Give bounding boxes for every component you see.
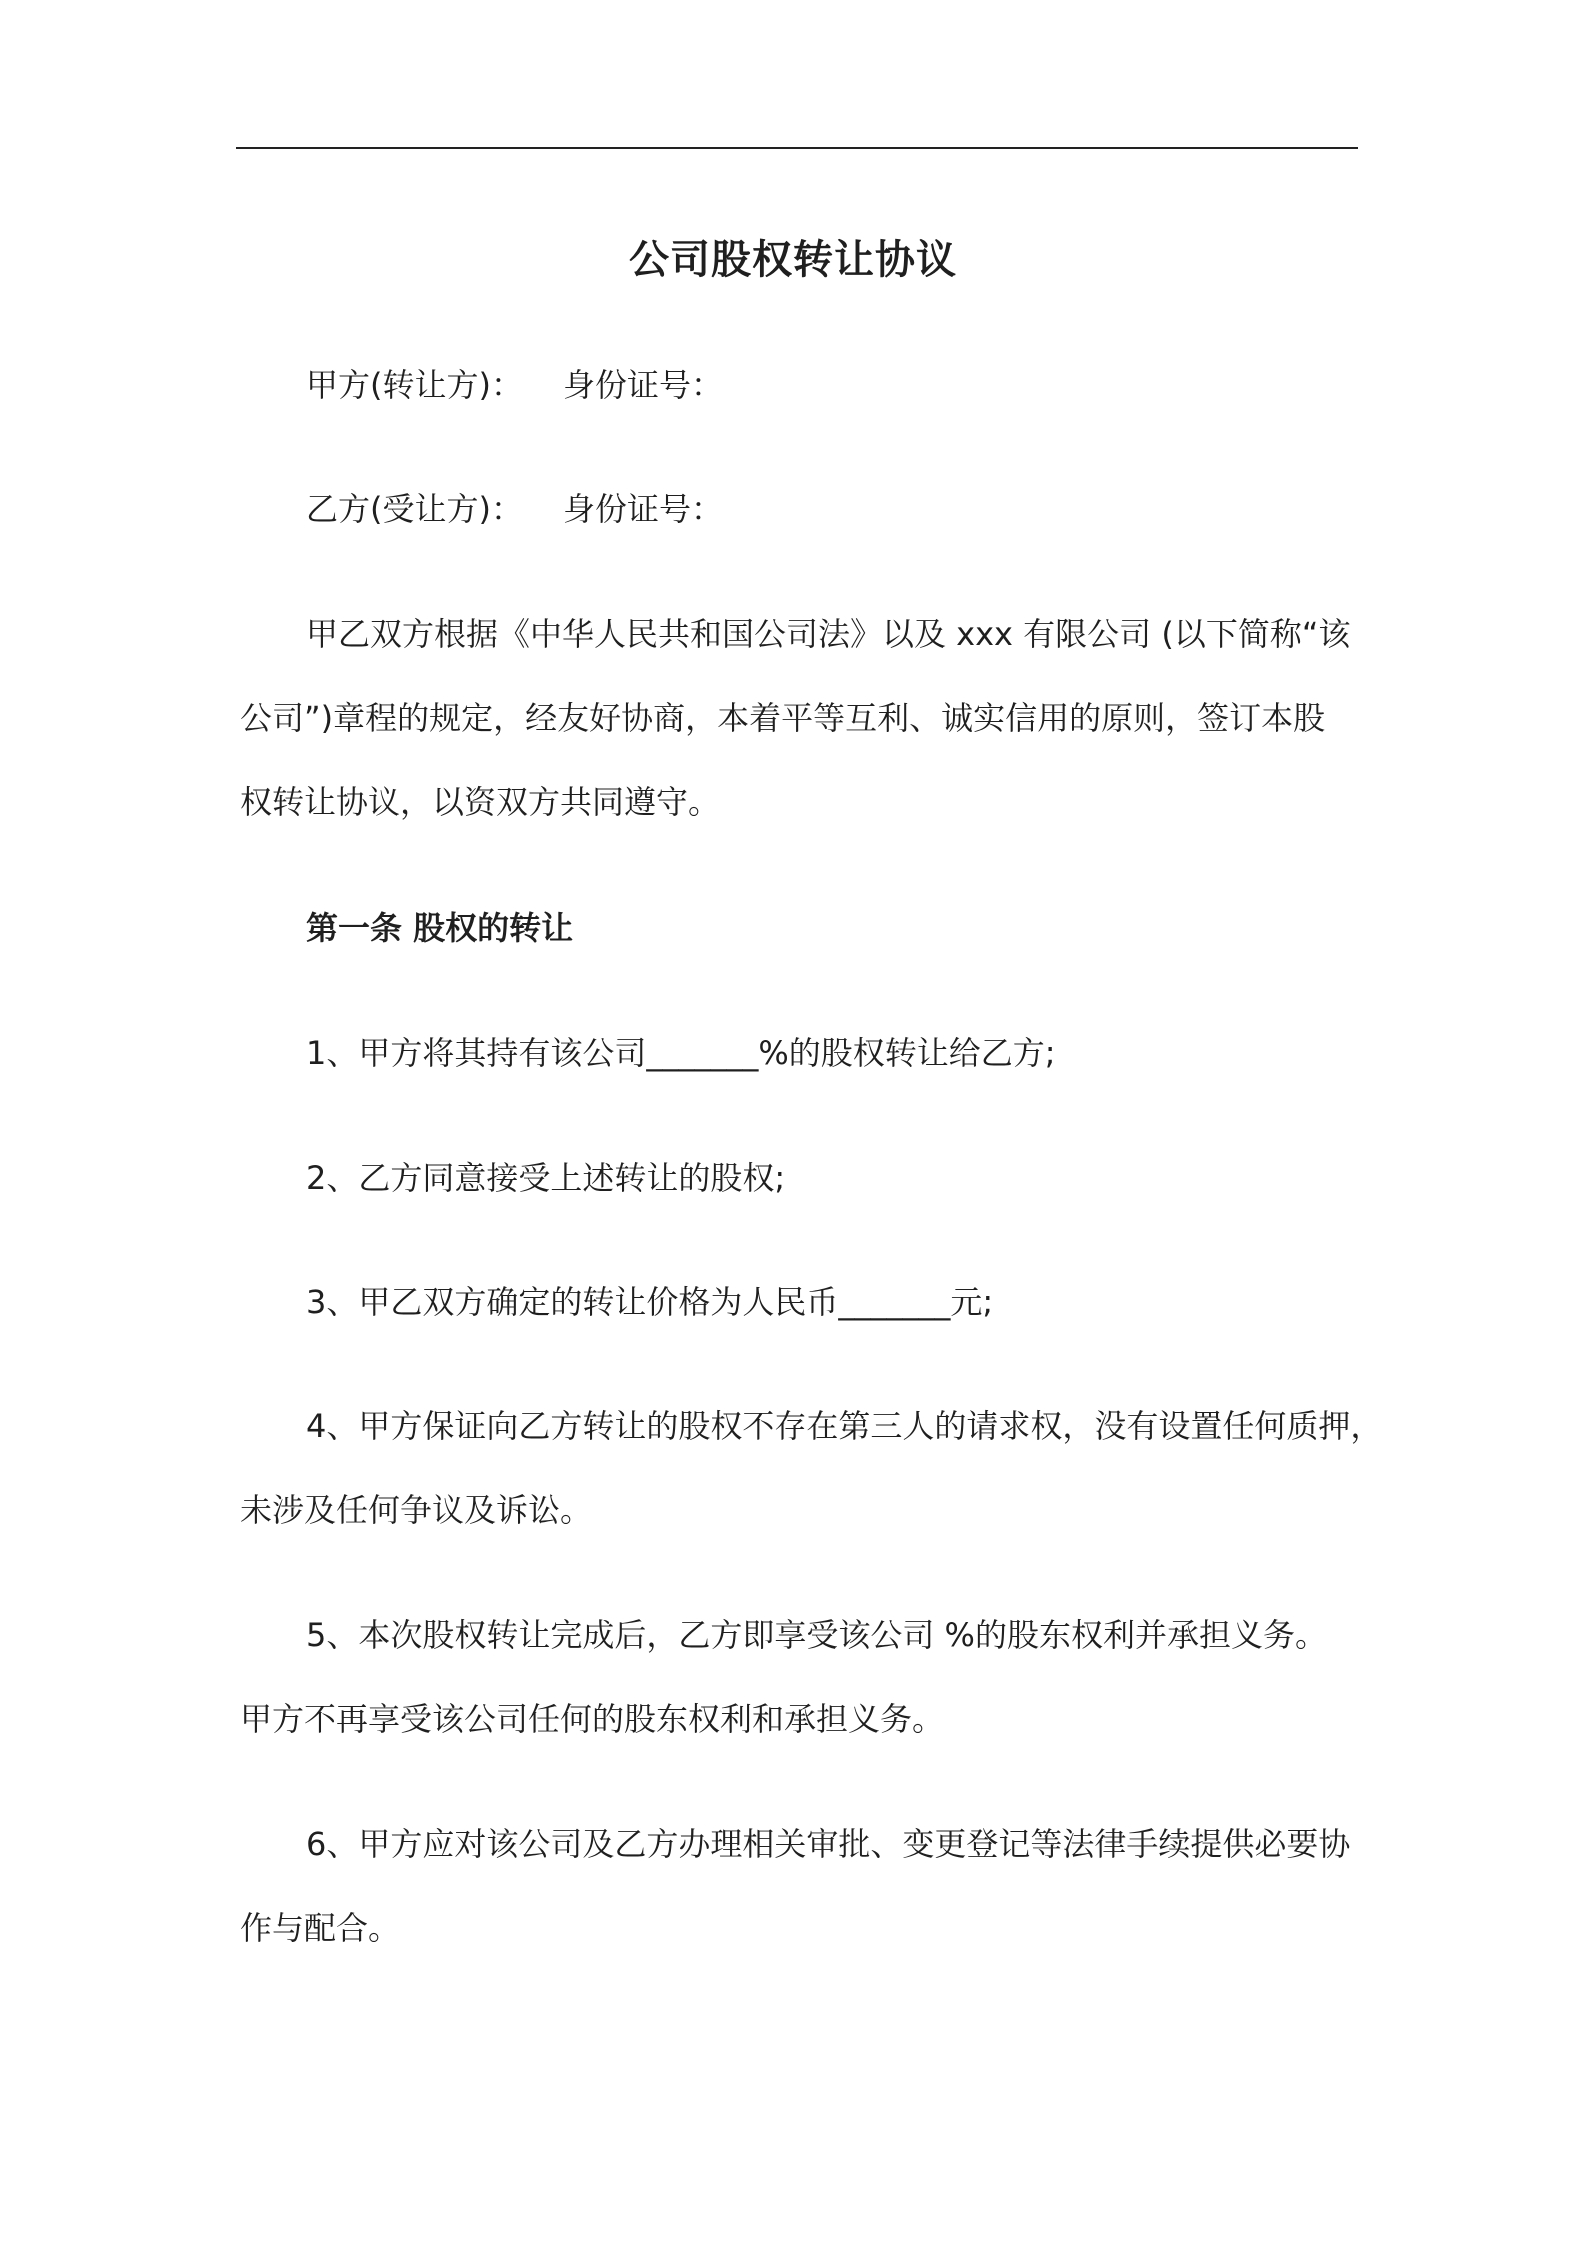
header-rule bbox=[236, 147, 1358, 149]
party-b-label: 乙方(受让方)： bbox=[306, 490, 523, 528]
intro-line-3: 权转让协议，以资双方共同遵守。 bbox=[240, 783, 721, 821]
document-title: 公司股权转让协议 bbox=[629, 237, 957, 283]
intro-line-2: 公司”)章程的规定，经友好协商，本着平等互利、诚实信用的原则，签订本股 bbox=[240, 699, 1326, 737]
clause-5-line-2: 甲方不再享受该公司任何的股东权利和承担义务。 bbox=[240, 1700, 945, 1738]
clause-1: 1、甲方将其持有该公司_______%的股权转让给乙方; bbox=[306, 1034, 1056, 1072]
party-a-line bbox=[306, 357, 1446, 413]
party-b-id-label: 身份证号： bbox=[562, 490, 723, 528]
clause-6-line-2: 作与配合。 bbox=[240, 1909, 401, 1947]
article-1-heading: 第一条 股权的转让 bbox=[306, 909, 574, 947]
party-a-label: 甲方(转让方)： bbox=[306, 366, 523, 404]
intro-line-1: 甲乙双方根据《中华人民共和国公司法》以及 xxx 有限公司 (以下简称“该 bbox=[306, 615, 1351, 653]
clause-3: 3、甲乙双方确定的转让价格为人民币_______元; bbox=[306, 1283, 994, 1321]
clause-2: 2、乙方同意接受上述转让的股权; bbox=[306, 1159, 786, 1197]
clause-4-line-1: 4、甲方保证向乙方转让的股权不存在第三人的请求权，没有设置任何质押， bbox=[306, 1407, 1383, 1445]
party-b-line bbox=[306, 481, 1446, 537]
clause-5-line-1: 5、本次股权转让完成后，乙方即享受该公司 %的股东权利并承担义务。 bbox=[306, 1616, 1327, 1654]
party-a-id-label: 身份证号： bbox=[562, 366, 723, 404]
clause-6-line-1: 6、甲方应对该公司及乙方办理相关审批、变更登记等法律手续提供必要协 bbox=[306, 1825, 1351, 1863]
clause-4-line-2: 未涉及任何争议及诉讼。 bbox=[240, 1491, 593, 1529]
